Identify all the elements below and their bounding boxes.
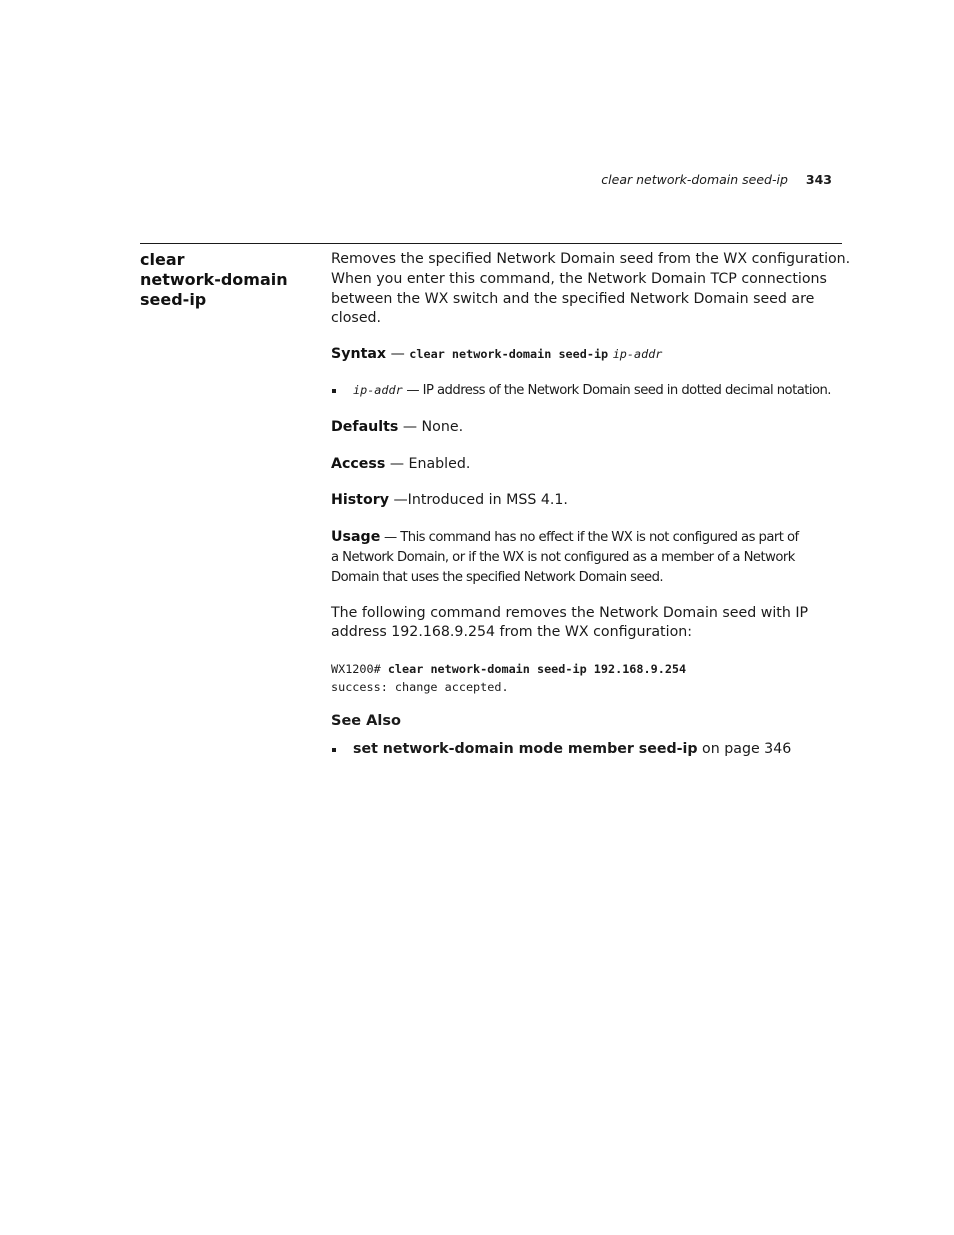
see-also-item <box>331 740 845 760</box>
see-also-link[interactable]: set network-domain mode member seed-ip <box>353 740 698 757</box>
param-desc: — IP address of the Network Domain seed in dotted decimal notation. <box>402 382 831 398</box>
section-rule <box>140 243 842 244</box>
syntax-sep: — <box>386 346 410 363</box>
history-line <box>331 491 845 511</box>
defaults-text: — None. <box>398 418 464 435</box>
defaults-line <box>331 418 845 438</box>
history-text: —Introduced in MSS 4.1. <box>388 492 568 509</box>
description-line-4: closed. <box>331 310 382 327</box>
example-intro <box>331 604 845 644</box>
access-line <box>331 455 845 475</box>
see-also-heading: See Also <box>331 713 401 730</box>
usage-line-3: Domain that uses the specified Network Domain seed. <box>331 569 664 585</box>
section-heading <box>140 250 320 310</box>
access-label: Access <box>331 455 386 472</box>
description-line-1: Removes the specified Network Domain seed from the WX configuration. <box>331 251 851 267</box>
description <box>331 250 851 329</box>
heading-line-3: seed-ip <box>140 290 207 309</box>
syntax-label: Syntax <box>331 346 387 363</box>
description-line-2: When you enter this command, the Network Domain TCP connections <box>331 270 827 287</box>
usage <box>331 528 845 587</box>
code-example <box>331 660 845 696</box>
param-item <box>331 381 845 401</box>
syntax-param: ip-addr <box>612 347 663 362</box>
syntax-line <box>331 345 845 365</box>
section-body <box>331 250 851 760</box>
bullet-square-icon <box>332 389 336 393</box>
running-title: clear network-domain seed-ip <box>601 172 788 187</box>
running-header <box>601 172 832 187</box>
see-also-suffix: on page 346 <box>697 740 792 757</box>
usage-line-1: — This command has no effect if the WX is not configured as part of <box>380 530 799 546</box>
example-intro-line-2: address 192.168.9.254 from the WX configuration: <box>331 624 693 641</box>
code-command: clear network-domain seed-ip 192.168.9.254 <box>387 662 687 677</box>
bullet-square-icon <box>332 748 336 752</box>
param-name: ip-addr <box>353 382 403 397</box>
access-text: — Enabled. <box>385 455 471 472</box>
usage-label: Usage <box>331 529 381 546</box>
page-number: 343 <box>805 172 832 187</box>
history-label: History <box>331 492 389 509</box>
syntax-command: clear network-domain seed-ip <box>409 347 609 362</box>
code-prompt: WX1200# <box>331 662 388 677</box>
heading-line-2: network-domain <box>140 270 288 289</box>
usage-line-2: a Network Domain, or if the WX is not configured as a member of a Network <box>331 549 795 565</box>
code-line-1 <box>331 660 845 678</box>
heading-line-1: clear <box>140 250 185 269</box>
code-output: success: change accepted. <box>331 680 509 695</box>
example-intro-line-1: The following command removes the Network Domain seed with IP <box>331 604 809 621</box>
defaults-label: Defaults <box>331 418 399 435</box>
description-line-3: between the WX switch and the specified Network Domain seed are <box>331 290 815 307</box>
